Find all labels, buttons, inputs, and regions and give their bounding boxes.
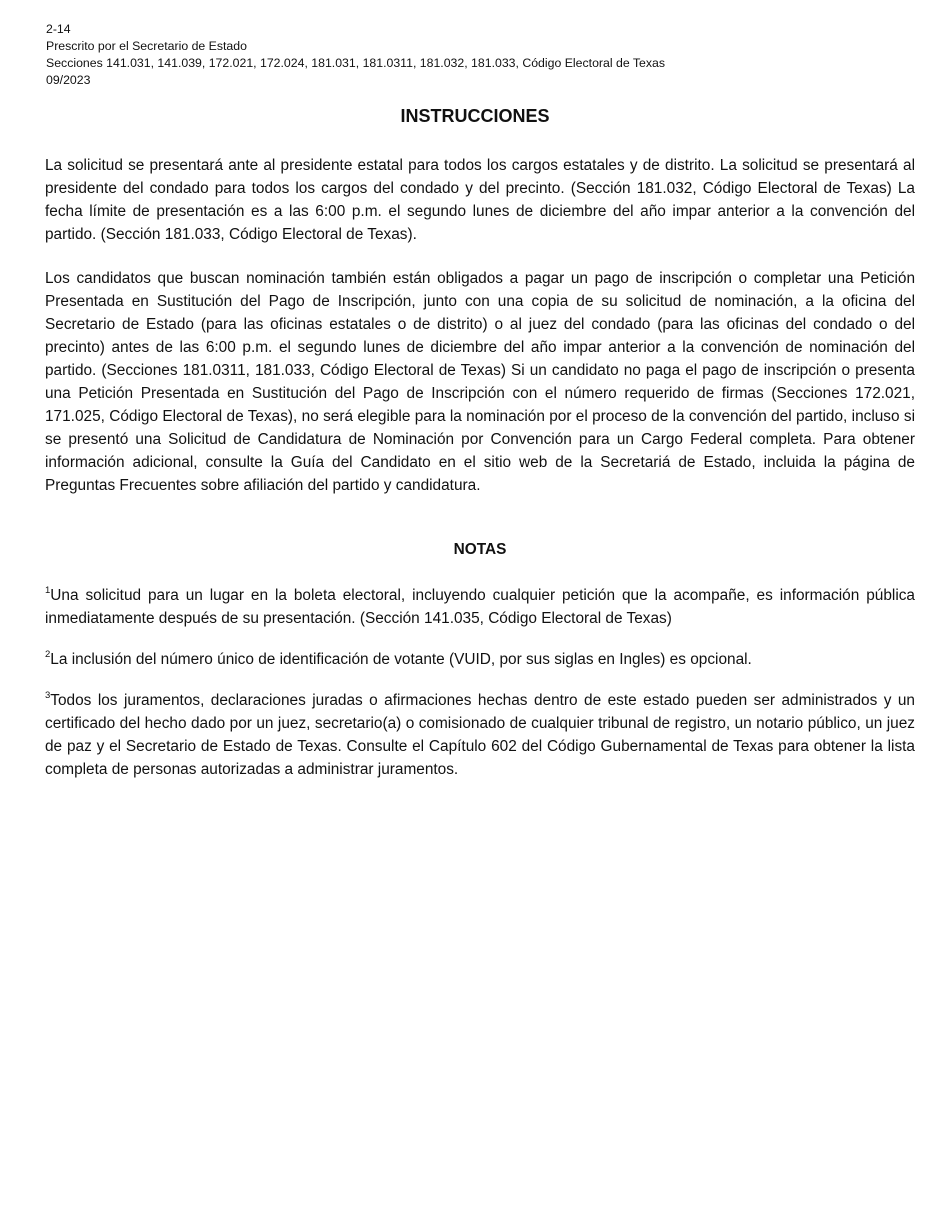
form-number: 2-14: [46, 22, 71, 36]
statute-sections: Secciones 141.031, 141.039, 172.021, 172.024, 181.031, 181.0311, 181.032, 181.033, Código Electoral de Texas: [46, 56, 665, 70]
prescribed-by: Prescrito por el Secretario de Estado: [46, 39, 247, 53]
note-marker: 1: [45, 584, 51, 596]
note-text: La inclusión del número único de identificación de votante (VUID, por sus siglas en Ingles) es opcional.: [50, 651, 752, 668]
note-item: [45, 584, 915, 630]
notes-heading: NOTAS: [453, 541, 507, 558]
note-marker: 3: [45, 689, 51, 701]
form-date: 09/2023: [46, 73, 91, 87]
form-header: [46, 21, 906, 89]
note-text: Una solicitud para un lugar en la boleta electoral, incluyendo cualquier petición que la acompañe, es información pública inmediatamente después de su presentación. (Sección 141.035, Código Electoral de Texas): [45, 587, 915, 627]
note-item: [45, 648, 915, 671]
instructions-paragraph-2: Los candidatos que buscan nominación también están obligados a pagar un pago de inscripción o completar una Petición Presentada en Sustitución del Pago de Inscripción, junto con una copia de su solicitud de nominación, a la oficina del Secretario de Estado (para las oficinas estatales o de distrito) o al juez del condado (para las oficinas del condado o del precinto) antes de las 6:00 p.m. el segundo lunes de diciembre del año impar anterior a la convención de nominación del partido. (Secciones 181.0311, 181.033, Código Electoral de Texas) Si un candidato no paga el pago de inscripción o presenta una Petición Presentada en Sustitución del Pago de Inscripción con el número requerido de firmas (Secciones 172.021, 171.025, Código Electoral de Texas), no será elegible para la nominación por el proceso de la convención del partido, incluso si se presentó una Solicitud de Candidatura de Nominación por Convención para un Cargo Federal completa. Para obtener información adicional, consulte la Guía del Candidato en el sitio web de la Secretariá de Estado, incluida la página de Preguntas Frecuentes sobre afiliación del partido y candidatura.: [45, 270, 915, 494]
instructions-heading: INSTRUCCIONES: [400, 106, 550, 126]
instructions-paragraph-1: La solicitud se presentará ante al presidente estatal para todos los cargos estatales y de distrito. La solicitud se presentará al presidente del condado para todos los cargos del condado y del precinto. (Sección 181.032, Código Electoral de Texas) La fecha límite de presentación es a las 6:00 p.m. el segundo lunes de diciembre del año impar anterior a la convención del partido. (Sección 181.033, Código Electoral de Texas).: [45, 157, 915, 243]
note-text: Todos los juramentos, declaraciones juradas o afirmaciones hechas dentro de este estado pueden ser administrados y un certificado del hecho dado por un juez, secretario(a) o comisionado de cualquier tribunal de registro, un notario público, un juez de paz y el Secretario de Estado de Texas. Consulte el Capítulo 602 del Código Gubernamental de Texas para obtener la lista completa de personas autorizadas a administrar juramentos.: [45, 692, 915, 778]
note-item: [45, 689, 915, 781]
note-marker: 2: [45, 648, 51, 660]
